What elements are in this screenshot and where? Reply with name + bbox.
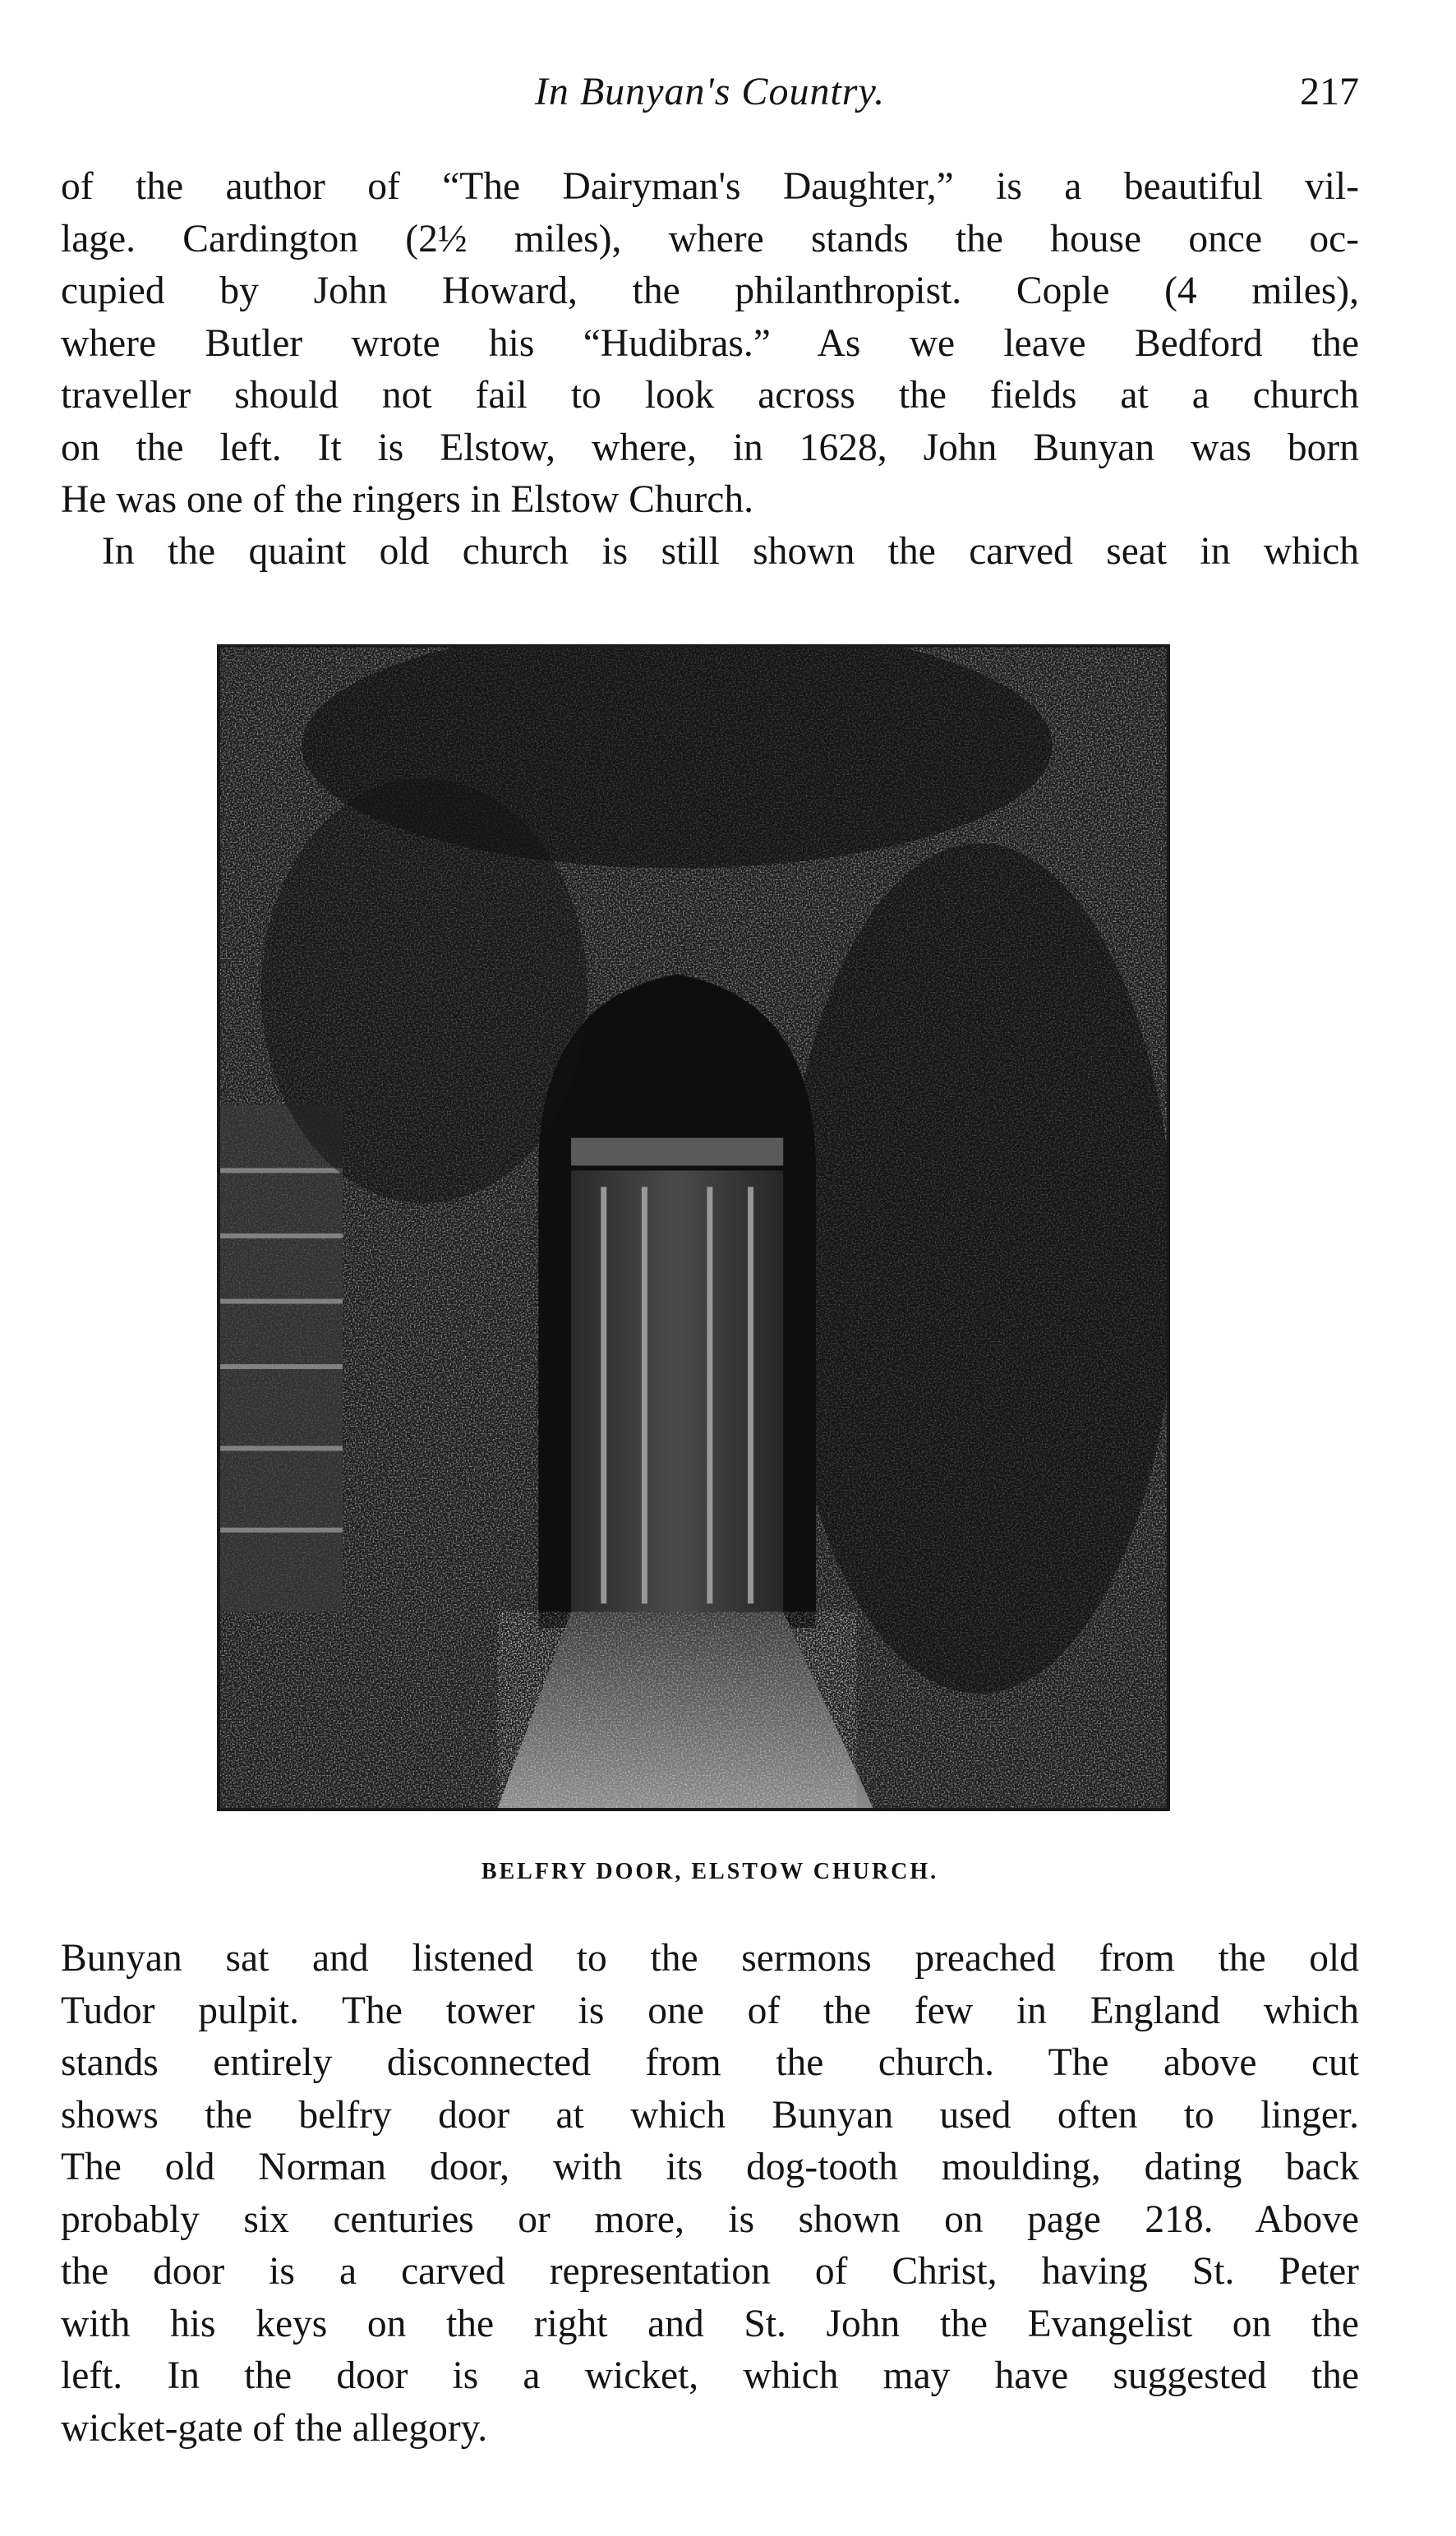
text-line: wicket-gate of the allegory. xyxy=(61,2406,488,2450)
text-line: the door is a carved representation of Christ, having St. Peter xyxy=(61,2250,1359,2293)
text-line: traveller should not fail to look across the fields at a church xyxy=(61,374,1359,417)
engraving-image xyxy=(220,648,1167,1808)
paragraph-2 xyxy=(61,526,1359,579)
running-title: In Bunyan's Country. xyxy=(534,70,886,113)
text-line: Bunyan sat and listened to the sermons preached from the old xyxy=(61,1937,1359,1980)
text-line: In the quaint old church is still shown the carved seat in which xyxy=(102,530,1359,573)
belfry-door-engraving xyxy=(217,644,1170,1811)
figure-caption: BELFRY DOOR, ELSTOW CHURCH. xyxy=(481,1859,939,1884)
text-line: left. In the door is a wicket, which may have suggested the xyxy=(61,2354,1359,2397)
text-line: on the left. It is Elstow, where, in 1628, John Bunyan was born xyxy=(61,426,1359,469)
text-line: lage. Cardington (2½ miles), where stands the house once oc- xyxy=(61,217,1359,261)
text-line: shows the belfry door at which Bunyan used often to linger. xyxy=(61,2093,1359,2137)
text-line: where Butler wrote his “Hudibras.” As we leave Bedford the xyxy=(61,321,1359,365)
page-header xyxy=(61,69,1359,127)
page-number: 217 xyxy=(1300,70,1359,113)
paragraph-3 xyxy=(61,1933,1359,2455)
text-line: stands entirely disconnected from the church. The above cut xyxy=(61,2041,1359,2084)
text-line: Tudor pulpit. The tower is one of the few in England which xyxy=(61,1989,1359,2032)
paragraph-1 xyxy=(61,161,1359,527)
text-line: He was one of the ringers in Elstow Church. xyxy=(61,478,753,521)
text-line: cupied by John Howard, the philanthropist. Cople (4 miles), xyxy=(61,270,1359,312)
text-line: with his keys on the right and St. John the Evangelist on the xyxy=(61,2302,1359,2345)
text-line: of the author of “The Dairyman's Daughter,” is a beautiful vil- xyxy=(61,165,1359,208)
text-line: probably six centuries or more, is shown on page 218. Above xyxy=(61,2197,1359,2241)
text-line: The old Norman door, with its dog-tooth moulding, dating back xyxy=(61,2146,1359,2188)
